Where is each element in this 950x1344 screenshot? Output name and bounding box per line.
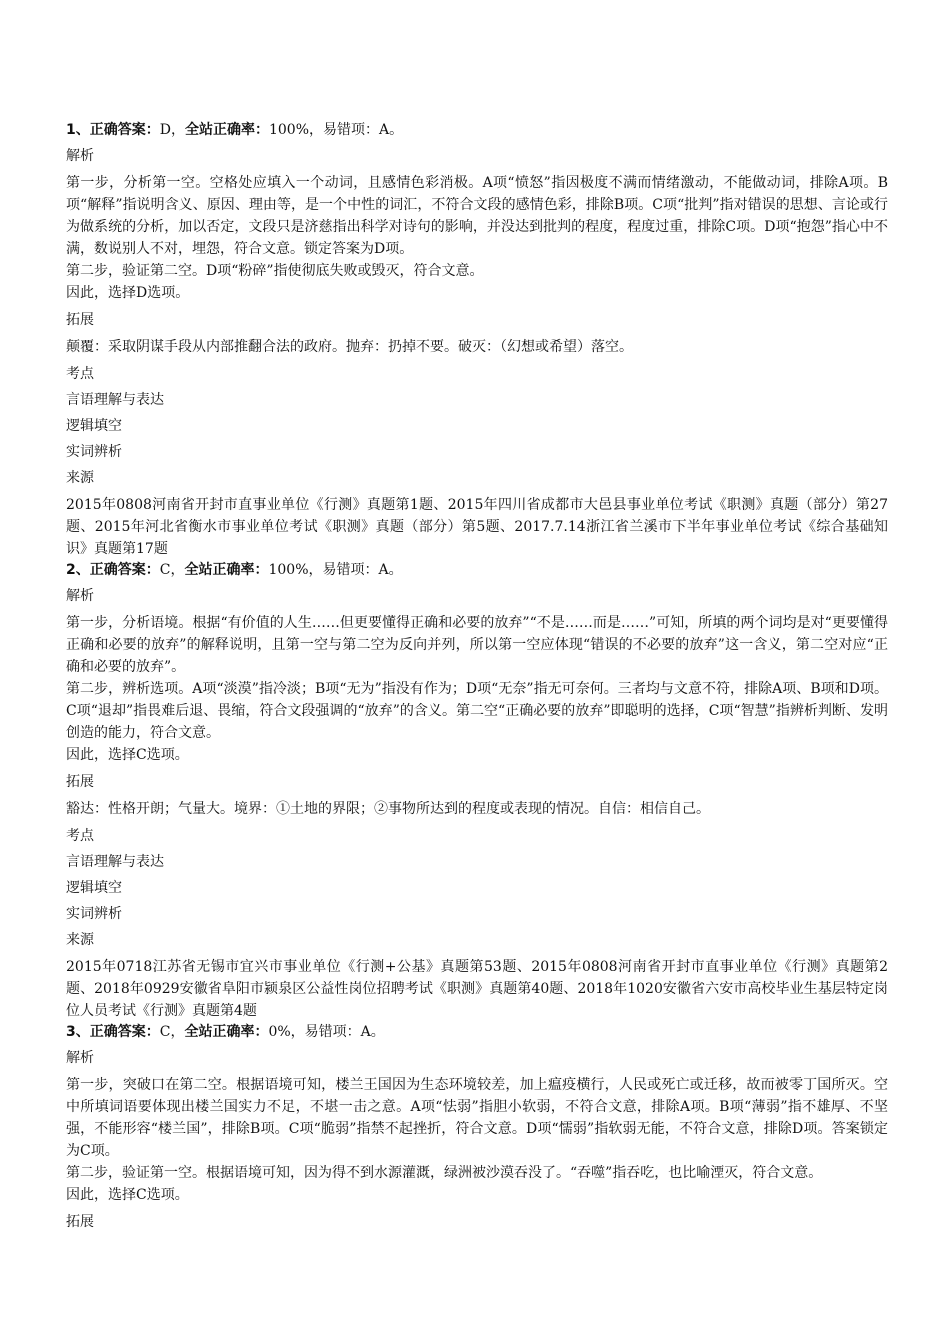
answer-line — [66, 560, 888, 580]
answer-prefix: 1、正确答案： — [66, 122, 160, 138]
rate-label: 全站正确率： — [184, 122, 269, 138]
analysis-paragraph: 第二步，验证第一空。根据语境可知，因为得不到水源灌溉，绿洲被沙漠吞没了。“吞噬”指吞吃，也比喻湮灭，符合文意。 — [66, 1165, 823, 1181]
question-2 — [66, 560, 888, 1022]
point-item: 逻辑填空 — [66, 418, 122, 434]
answer-line — [66, 1022, 888, 1042]
answer-prefix: 3、正确答案： — [66, 1024, 160, 1040]
point-item: 言语理解与表达 — [66, 392, 164, 408]
rate-label: 全站正确率： — [184, 562, 269, 578]
rate-value: 100%，易错项：A。 — [268, 122, 404, 138]
extension-heading: 拓展 — [66, 312, 94, 328]
analysis-heading: 解析 — [66, 588, 94, 604]
answer-prefix: 2、正确答案： — [66, 562, 160, 578]
extension-heading: 拓展 — [66, 774, 94, 790]
source-text: 2015年0718江苏省无锡市宜兴市事业单位《行测+公基》真题第53题、2015年0808河南省开封市直事业单位《行测》真题第2题、2018年0929安徽省阜阳市颍泉区公益性岗位招聘考试《职测》真题第40题、2018年1020安徽省六安市高校毕业生基层特定岗位人员考试《行测》真题第4题 — [66, 959, 888, 1019]
point-item: 实词辨析 — [66, 906, 122, 922]
analysis-heading: 解析 — [66, 148, 94, 164]
rate-label: 全站正确率： — [184, 1024, 269, 1040]
analysis-heading: 解析 — [66, 1050, 94, 1066]
analysis-paragraph: 因此，选择D选项。 — [66, 285, 190, 301]
extension-text: 豁达：性格开朗；气量大。境界：①土地的界限；②事物所达到的程度或表现的情况。自信：相信自己。 — [66, 801, 710, 817]
source-heading: 来源 — [66, 932, 94, 948]
extension-heading: 拓展 — [66, 1214, 94, 1230]
analysis-paragraph: 因此，选择C选项。 — [66, 747, 189, 763]
points-heading: 考点 — [66, 366, 94, 382]
analysis-paragraph: 第二步，验证第二空。D项“粉碎”指使彻底失败或毁灭，符合文意。 — [66, 263, 484, 279]
point-item: 逻辑填空 — [66, 880, 122, 896]
point-item: 言语理解与表达 — [66, 854, 164, 870]
analysis-paragraph: 第一步，突破口在第二空。根据语境可知，楼兰王国因为生态环境较差，加上瘟疫横行，人民或死亡或迁移，故而被零丁国所灭。空中所填词语要体现出楼兰国实力不足，不堪一击之意。A项“怯弱”指胆小软弱，不符合文意，排除A项。B项“薄弱”指不雄厚、不坚强，不能形容“楼兰国”，排除B项。C项“脆弱”指禁不起挫折，符合文意。D项“懦弱”指软弱无能，不符合文意，排除D项。答案锁定为C项。 — [66, 1077, 888, 1159]
answer-value: C， — [159, 562, 185, 578]
answer-value: C， — [159, 1024, 185, 1040]
answer-line — [66, 120, 888, 140]
question-1 — [66, 120, 888, 560]
analysis-paragraph: 第一步，分析语境。根据“有价值的人生……但更要懂得正确和必要的放弃”“不是……而是……”可知，所填的两个词均是对“更要懂得正确和必要的放弃”的解释说明，且第一空与第二空为反向并列，所以第一空应体现“错误的不必要的放弃”这一含义，第二空对应“正确和必要的放弃”。 — [66, 615, 888, 675]
question-3 — [66, 1022, 888, 1232]
rate-value: 100%，易错项：A。 — [268, 562, 403, 578]
analysis-paragraph: 因此，选择C选项。 — [66, 1187, 189, 1203]
source-text: 2015年0808河南省开封市直事业单位《行测》真题第1题、2015年四川省成都市大邑县事业单位考试《职测》真题（部分）第27题、2015年河北省衡水市事业单位考试《职测》真题（部分）第5题、2017.7.14浙江省兰溪市下半年事业单位考试《综合基础知识》真题第17题 — [66, 497, 888, 557]
document-page — [66, 120, 888, 1238]
points-heading: 考点 — [66, 828, 94, 844]
analysis-paragraph: 第二步，辨析选项。A项“淡漠”指冷淡；B项“无为”指没有作为；D项“无奈”指无可奈何。三者均与文意不符，排除A项、B项和D项。C项“退却”指畏难后退、畏缩，符合文段强调的“放弃”的含义。第二空“正确必要的放弃”即聪明的选择，C项“智慧”指辨析判断、发明创造的能力，符合文意。 — [66, 681, 888, 741]
analysis-paragraph: 第一步，分析第一空。空格处应填入一个动词，且感情色彩消极。A项“愤怒”指因极度不满而情绪激动，不能做动词，排除A项。B项“解释”指说明含义、原因、理由等，是一个中性的词汇，不符合文段的感情色彩，排除B项。C项“批判”指对错误的思想、言论或行为做系统的分析，加以否定，文段只是济慈指出科学对诗句的影响，并没达到批判的程度，程度过重，排除C项。D项“抱怨”指心中不满，数说别人不对，埋怨，符合文意。锁定答案为D项。 — [66, 175, 888, 257]
source-heading: 来源 — [66, 470, 94, 486]
extension-text: 颠覆：采取阴谋手段从内部推翻合法的政府。抛弃：扔掉不要。破灭：（幻想或希望）落空。 — [66, 339, 633, 355]
rate-value: 0%，易错项：A。 — [268, 1024, 385, 1040]
answer-value: D， — [159, 122, 185, 138]
point-item: 实词辨析 — [66, 444, 122, 460]
